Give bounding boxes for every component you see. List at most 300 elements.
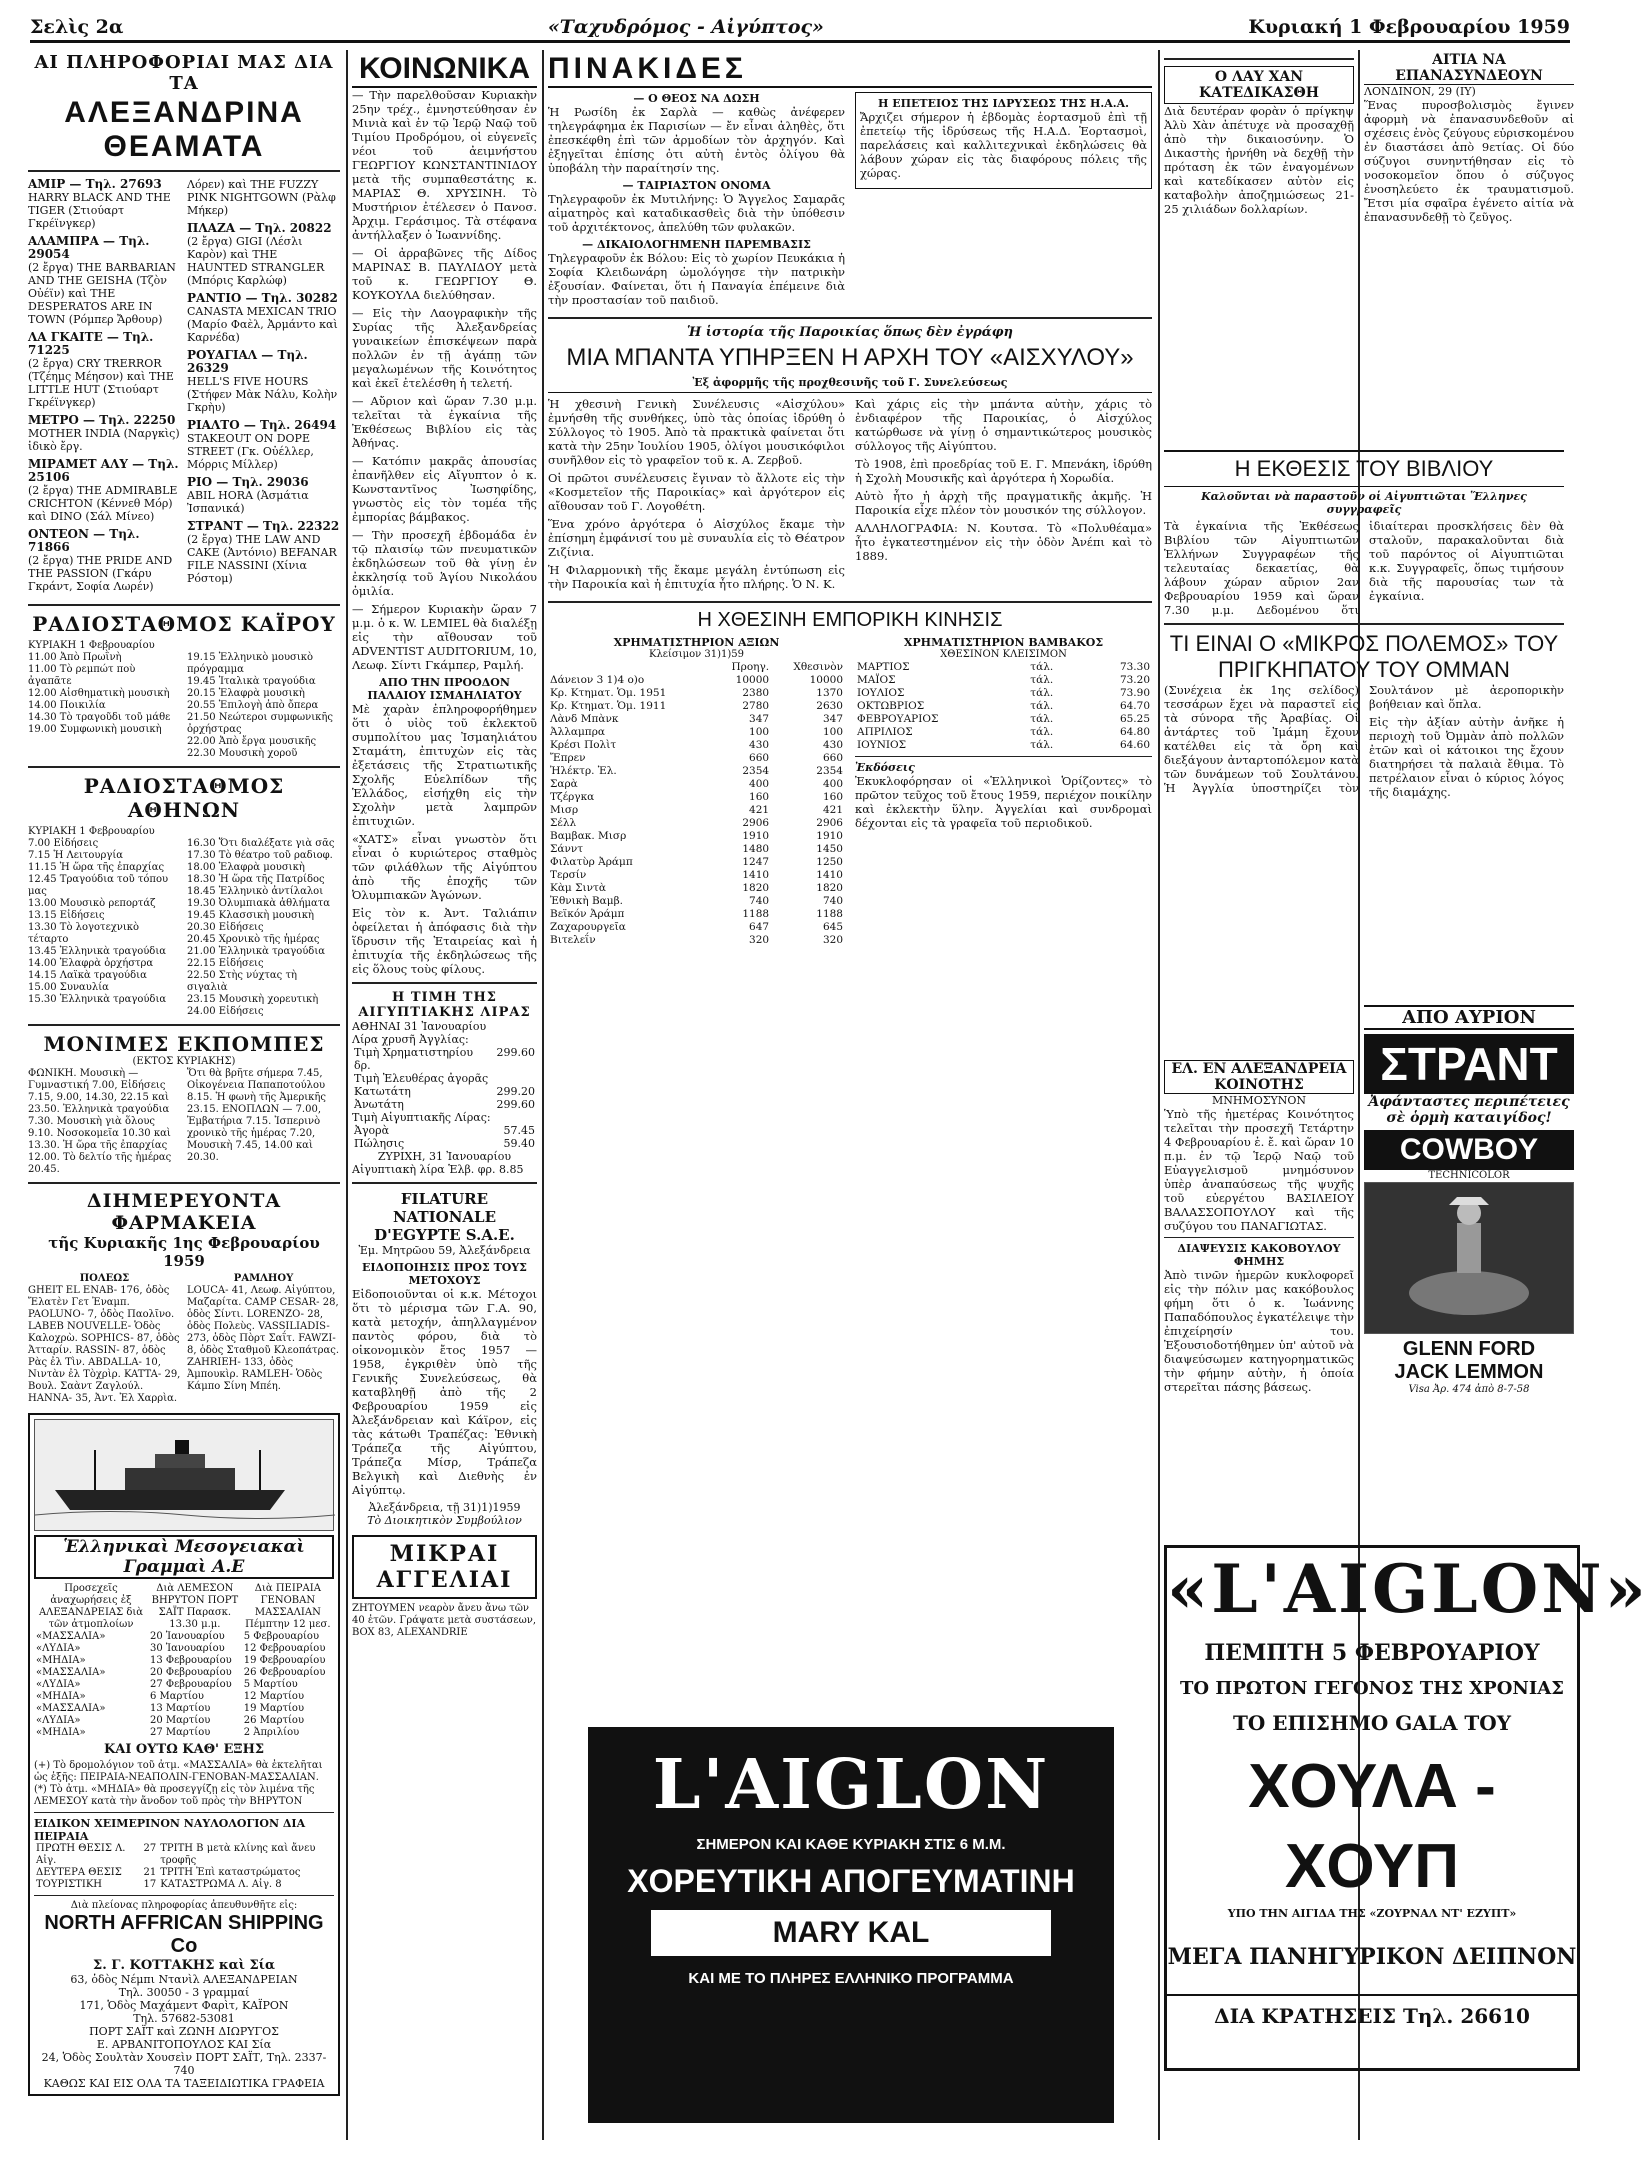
agency-intro: Διὰ πλείονας πληροφορίας ἀπευθυνθῆτε εἰς: [70,1900,298,1911]
history-left [548,397,845,595]
sailing-piraeus-date: 5 Μαρτίου [243,1679,298,1690]
cotton-month: ΜΑΡΤΙΟΣ [857,661,910,673]
sailing-piraeus-date: 5 Φεβρουαρίου [243,1631,320,1642]
community-notices [1164,1060,1354,1398]
fare-note: ΤΡΙΤΗ Ἐπὶ καταστρώματος [160,1867,301,1878]
history-label: Ἡ ἱστορία τῆς Παροικίας ὅπως δὲν ἐγράφη [687,325,1013,340]
cotton-table [855,661,1152,752]
history-paragraph: Ἡ Φιλαρμονικὴ τῆς ἔκαμε μεγάλη ἐντύπωση εἰς τὴν Παροικία καὶ ἡ ἐπιτυχία ἦτο πλήρης. Ὁ Ν. Κ. [548,563,845,591]
radio-program: 22.30 Μουσικὴ χοροῦ [187,748,298,759]
egypt-rate-row [352,1124,537,1137]
radio-program: 18.45 Ἐλληνικὸ ἀντίλαλοι [187,886,324,897]
cinema-listing [28,414,181,453]
stock-row [548,778,845,791]
radio-program: 12.45 Τραγούδια τοῦ τόπου μας [28,874,169,897]
stock-name: Σαρὰ [550,778,578,790]
stock-today: 430 [822,739,843,751]
shipping-ad [28,1413,340,2096]
book-title: Η ΕΚΘΕΣΙΣ ΤΟΥ ΒΙΒΛΙΟΥ [1164,450,1564,487]
oman-title: ΤΙ ΕΙΝΑΙ Ο «ΜΙΚΡΟΣ ΠΟΛΕΜΟΣ» ΤΟΥ ΠΡΙΓΚΗΠΑΤΟΥ ΤΟΥ ΟΜΜΑΝ [1169,631,1559,682]
cotton-row [855,713,1152,726]
social-paragraph: — Εἰς τὴν Λαογραφικὴν τῆς Συρίας τῆς Ἀλεξανδρείας γυναικείων ἐπισκέψεων παρὰ πολλῶν ἐν τῇ ἀγάπῃ τῶν μεγαλωμένων τῆς Κοινότητος καὶ ἐκεῖ ἐτελέσθη ἡ τελετή. [352,306,537,390]
cinema-listing [187,178,340,217]
stock-today: 1370 [816,687,843,699]
agency-line: 63, ὁδὸς Νέμπι Ντανὶλ ΑΛΕΞΑΝΔΡΕΙΑΝ [70,1973,298,1986]
column-social [352,52,537,2142]
pound-rate-place: ΑΘΗΝΑΙ 31 Ἰανουαρίου [352,1020,487,1033]
history-title: ΜΙΑ ΜΠΑΝΤΑ ΥΠΗΡΞΕΝ Η ΑΡΧΗ ΤΟΥ «ΑΙΣΧΥΛΟΥ» [566,344,1134,371]
cotton-row [855,661,1152,674]
cinema-films: (2 ἔργα) THE BARBARIAN AND THE GEISHA (Τζὸν Οὐέϊν) καὶ THE DESPERATOS ARE IN TOWN (Ρόμπερ Ἄρθουρ) [28,261,176,326]
shipping-company-name: Ἑλληνικαὶ Μεσογειακαὶ Γραμμαὶ Α.Ε [34,1535,334,1579]
sailing-ship: «ΜΗΔΙΑ» [36,1655,86,1666]
notice-text: Ἡ Ρωσίδη ἐκ Σαρλὰ — καθὼς ἀνέφερεν τηλεγράφημα ἐκ Παρισίων — ἔν εἶναι ἀληθὲς, ὅτι ἐπεσκέφθη ἐπὶ τῶν ἀρμοδίων τὸν ἀρχηγόν. Καὶ ἐξηγεῖται ἐπίσης ὁτι αὐτὴ ἐντὸς ὀλίγου θὰ ὑποβάλη τὴν παραίτησίν της. [548,105,845,175]
cotton-price: 73.30 [1119,661,1150,673]
stock-prev: 2906 [742,817,770,829]
sailing-schedule-header [34,1583,334,1631]
agency-name: NORTH AFFRICAN SHIPPING Co [44,1912,324,1957]
market-title: Η ΧΘΕΣΙΝΗ ΕΜΠΟΡΙΚΗ ΚΙΝΗΣΙΣ [697,609,1003,631]
strand-logo: ΣΤΡΑΝΤ [1364,1034,1574,1094]
sailing-piraeus-date: 12 Φεβρουαρίου [243,1643,326,1654]
stocks-header-prev: Προηγ. [731,661,770,673]
fare-class: ΤΟΥΡΙΣΤΙΚΗ [36,1879,103,1890]
radio-cairo-title: ΡΑΔΙΟΣΤΑΘΜΟΣ ΚΑΪΡΟΥ [32,612,336,636]
history-subtitle: Ἐξ ἀφορμῆς τῆς προχθεσινῆς τοῦ Γ. Συνελεύσεως [548,376,1152,393]
cinema-listing [187,292,340,344]
sailing-piraeus-date: 26 Μαρτίου [243,1715,305,1726]
cinema-films: (2 ἔργα) THE LAW AND CAKE (Ἀντόνιο) BEFANAR FILE NASSINI (Χίνια Ρόστομ) [187,533,337,585]
rate-value: 299.20 [496,1085,535,1098]
sailing-ship: «ΛΥΔΙΑ» [36,1679,81,1690]
cinema-name: ΜΙΡΑΜΕΤ ΑΛΥ — Τηλ. 25106 [28,457,179,484]
cinema-name: ΡΙΑΛΤΟ — Τηλ. 26494 [187,418,337,432]
radio-program: 11.00 Τὸ ρεμπώτ ποὺ ἀγαπᾶτε [28,664,136,687]
sailing-piraeus-date: 12 Μαρτίου [243,1691,305,1702]
radio-program: 19.15 Ἐλληνικὸ μουσικὸ πρόγραμμα [187,652,314,675]
cotton-section [855,636,1152,947]
stock-today: 2354 [816,765,843,777]
cotton-price: 73.20 [1119,674,1150,686]
radio-program: 22.00 Ἀπὸ ἔργα μουσικῆς [187,736,317,747]
agency-line: ΚΑΘΩΣ ΚΑΙ ΕΙΣ ΟΛΑ ΤΑ ΤΑΞΕΙΔΙΩΤΙΚΑ ΓΡΑΦΕΙΑ [43,2077,325,2090]
agency-line: Ε. ΑΡΒΑΝΙΤΟΠΟΥΛΟΣ ΚΑΙ Σία [96,2038,272,2051]
filature-address: Ἐμ. Μητρῶου 59, Ἀλεξάνδρεια [358,1244,531,1257]
sailing-piraeus-date: 19 Μαρτίου [243,1703,305,1714]
radio-program: 20.55 Ἐπιλογὴ ἀπὸ ὄπερα [187,700,319,711]
divider [34,1895,334,1896]
editions-text: Ἐκυκλοφόρησαν οἱ «Ἑλληνικοὶ Ὁρίζοντες» τὸ πρῶτον τεῦχος τοῦ ἔτους 1959, περιέχον ποικίλην καὶ ἐκλεκτὴν ὕλην. Ἀγγελίαι καὶ συνδρομαὶ δέχονται εἰς τὰ γραφεῖα τοῦ περιοδικοῦ. [855,774,1152,830]
stocks-table [548,661,845,947]
aiglon-gala-name: «L'AIGLON» [1167,1550,1649,1628]
sailing-row [34,1643,334,1655]
rate-label: Τιμὴ Χρηματιστηρίου δρ. [354,1046,474,1072]
aiglon-dance-name: L'AIGLON [652,1745,1050,1825]
fare-price: 17 [143,1879,157,1890]
radio-athens-title: ΡΑΔΙΟΣΤΑΘΜΟΣ ΑΘΗΝΩΝ [83,774,285,822]
filature-name: FILATURE NATIONALE D'EGYPTE S.A.E. [374,1190,515,1244]
winter-fares-title: ΕΙΔΙΚΟΝ ΧΕΙΜΕΡΙΝΟΝ ΝΑΥΛΟΛΟΓΙΟΝ ΔΙΑ ΠΕΙΡΑΙΑ [34,1817,306,1843]
pharmacies-title: ΔΙΗΜΕΡΕΥΟΝΤΑ ΦΑΡΜΑΚΕΙΑ [86,1190,282,1234]
cotton-row [855,674,1152,687]
stock-today: 421 [822,804,843,816]
actor-1: GLENN FORD [1402,1338,1536,1360]
cotton-row [855,700,1152,713]
sailing-limassol-date: 13 Μαρτίου [150,1703,211,1714]
cinema-name: ΣΤΡΑΝΤ — Τηλ. 22322 [187,519,340,533]
cotton-unit: τάλ. [1030,674,1054,686]
stock-prev: 160 [749,791,770,803]
cinema-listing [28,178,181,230]
cinema-name: ΑΜΙΡ — Τηλ. 27693 [28,177,162,191]
radio-athens-schedule [28,838,340,1018]
aiglon-dance-star: MARY KAL [651,1910,1051,1956]
divider [28,766,340,768]
radio-program: 15.30 Ἐλληνικὰ τραγούδια [28,994,167,1005]
cinema-films: Λόρεν) καὶ THE FUZZY PINK NIGHTGOWN (Ρὰλφ Μήκερ) [187,178,336,217]
education-text: Ἄρχιζει σήμερον ἡ ἑβδομὰς ἑορτασμοῦ ἐπὶ τῇ ἐπετείῳ τῆς ἱδρύσεως τῆς Η.Α.Δ. Ἑορτασμοὶ, παρελάσεις καὶ καλλιτεχνικαὶ ἐκδηλώσεις θὰ λάβουν χώραν εἰς τὰς διαφόρους πόλεις τῆς χώρας. [860,110,1147,180]
stock-prev: 1410 [742,869,770,881]
khan-title: Ο ΛΑΥ ΧΑΝ ΚΑΤΕΔΙΚΑΣΘΗ [1164,66,1354,104]
divider [548,317,1152,319]
strand-cowboy-ad [1364,1005,1574,1396]
sched-header-piraeus: Διὰ ΠΕΙΡΑΙΑ ΓΕΝΟΒΑΝ ΜΑΣΣΑΛΙΑΝ Πέμπτην 12 μεσ. [245,1583,331,1630]
pound-rates-gold [352,1046,537,1111]
cinema-listing [28,331,181,409]
radio-program: 18.30 Ἡ ὥρα τῆς Πατρίδος [187,874,325,885]
cinema-name: ΑΛΑΜΠΡΑ — Τηλ. 29054 [28,234,150,261]
cotton-unit: τάλ. [1030,739,1054,751]
sched-note: (+) Τὸ δρομολόγιον τοῦ ἀτμ. «ΜΑΣΣΑΛΙΑ» θὰ ἐκτελῆται ὡς ἑξῆς: ΠΕΙΡΑΙΑ-ΝΕΑΠΟΛΙΝ-ΓΕΝΟΒΑΝ-ΜΑΣΣΑΛΙΑΝ. (*) Τὸ ἀτμ. «ΜΗΔΙΑ» θὰ προσεγγίζῃ εἰς τὸν λιμένα τῆς ΛΕΜΕΣΟΥ κατὰ τὴν ἄνοδον τοῦ πρὸς τὴν ΒΗΡΥΤΟΝ [34,1760,323,1807]
cinema-name: ΟΝΤΕΟΝ — Τηλ. 71866 [28,527,140,554]
book-subtitle: Καλοῦνται νὰ παραστοῦν οἱ Αἰγυπτιῶται Ἕλληνες συγγραφεῖς [1201,490,1527,516]
cotton-row [855,687,1152,700]
cinema-listing [187,520,340,585]
oman-text: (Συνέχεια ἐκ 1ης σελίδος) τεσσάρων ἔχει νὰ παραστεῖ εἰς τὰ σύνορα τῆς Ἀραβίας. Οἱ ἀντάρτες τοῦ Ἰμάμη ἔχουν κατέλθει εἰς τὰ ὄρη καὶ διεξάγουν ἀνταρτοπόλεμον κατὰ τῶν δυνάμεων τοῦ Σουλτάνου. Ἡ Ἀγγλία ὑποστηρίζει τὸν Σουλτάνον μὲ ἀεροπορικὴν βοήθειαν καὶ ὅπλα. [1164,683,1564,795]
stock-row [548,687,845,700]
notices-more [855,92,1152,311]
stock-prev: 2354 [742,765,770,777]
stock-name: Μισρ [550,804,579,816]
khan-text: Διὰ δευτέραν φορὰν ὁ πρίγκηψ Ἀλὺ Χὰν ἀπέτυχε νὰ προσαχθῇ ἀπὸ τὴν δικαιοσύνην. Ὁ Δικαστὴς ἠρνήθη νὰ δεχθῇ τὴν πρόταση ἐκ τῶν ἐναγομένων καὶ κατεδίκασεν αὐτὸν εἰς καταβολὴν ἀποζημιώσεως 21-25 χιλιάδων δολλαρίων. [1164,104,1354,216]
notices-items [548,92,845,311]
emissions-subtitle: (ΕΚΤΟΣ ΚΥΡΙΑΚΗΣ) [132,1056,236,1067]
stock-prev: 10000 [735,674,770,686]
stock-row [548,804,845,817]
stock-row [548,895,845,908]
pharmacies-ramleh-list: LOUCA- 41, Λεωφ. Αἰγύπτου, Μαζαρίτα. CAMP CESAR- 28, ὁδὸς Σίντι. LORENZO- 28, ὁδὸς Πολεὺς. VASSILIADIS- 273, ὁδὸς Πὸρτ Σαΐτ. FAWZI- 8, ὁδὸς Σταθμοῦ Κλεοπάτρας. ZAHRIEH- 133, ὁδὸς Ἀμπουκὶρ. RAMLEH- Ὁδὸς Κάμπο Σίνη Μπέη. [187,1285,339,1392]
sched-header-limassol: Διὰ ΛΕΜΕΣΟΝ ΒΗΡΥΤΟΝ ΠΟΡΤ ΣΑΪΤ Παρασκ. 13.30 μ.μ. [151,1583,239,1630]
divider [34,1812,334,1813]
radio-program: 7.00 Εἰδήσεις [28,838,99,849]
radio-cairo-left [28,652,181,760]
radio-athens-right [187,838,340,1018]
aiglon-gala-reservations: ΔΙΑ ΚΡΑΤΗΣΕΙΣ Τηλ. 26610 [1167,1994,1577,2028]
community-subtitle: ΜΝΗΜΟΣΥΝΟΝ [1211,1094,1307,1107]
stock-name: Ζαχαρουργεῖα [550,921,626,933]
radio-program: 14.00 Ποικιλία [28,700,106,711]
sailing-ship: «ΜΑΣΣΑΛΙΑ» [36,1631,106,1642]
pharmacies-body [28,1273,340,1405]
history-paragraph: Ἡ χθεσινὴ Γενικὴ Συνέλευσις «Αἰσχύλου» ἐμνήσθη τῆς συνθήκες, ὑπὸ τὰς ὁποίας ἱδρύθη ὁ Σύλλογος τὸ 1905. Ἀπὸ τὰ πρακτικὰ φαίνεται ὅτι κατὰ τὴν 25ην Ἰουλίου 1905, ὀλίγοι μουσικόφιλοι συνῆλθον εἰς τὸ γραφεῖον τοῦ κ. Α. Ζερβοῦ. [548,397,845,467]
zurich-rate: Αἰγυπτιακὴ λίρα Ἑλβ. φρ. 8.85 [352,1163,524,1176]
cotton-title: ΧΡΗΜΑΤΙΣΤΗΡΙΟΝ ΒΑΜΒΑΚΟΣ [903,636,1104,649]
stock-today: 1910 [816,830,843,842]
stock-row [548,752,845,765]
stocks-title: ΧΡΗΜΑΤΙΣΤΗΡΙΟΝ ΑΞΙΩΝ [613,636,780,649]
divider [352,982,537,984]
sailing-limassol-date: 6 Μαρτίου [150,1691,204,1702]
stock-row [548,817,845,830]
divider [855,756,1152,757]
sailing-ship: «ΜΑΣΣΑΛΙΑ» [36,1667,106,1678]
radio-program: 23.15 Μουσικὴ χορευτικὴ [187,994,319,1005]
stock-prev: 1480 [742,843,770,855]
notice-title: — ΤΑΙΡΙΑΣΤΟΝ ΟΝΟΜΑ [622,179,771,192]
cotton-month: ΑΠΡΙΛΙΟΣ [857,726,913,738]
sailing-row [34,1631,334,1643]
cinema-name: ΡΙΟ — Τηλ. 29036 [187,475,309,489]
stock-prev: 660 [749,752,770,764]
stock-today: 100 [822,726,843,738]
stock-name: Σάνντ [550,843,584,855]
page-number: Σελὶς 2α [30,16,124,38]
pharmacies-ramleh [187,1273,340,1405]
rate-value: 59.40 [503,1137,535,1150]
history-body [548,397,1152,595]
sailing-limassol-date: 13 Φεβρουαρίου [150,1655,232,1666]
ship-illustration [34,1419,334,1531]
stocks-subtitle: Κλείσιμον 31)1)59 [648,649,745,660]
education-box [855,92,1152,189]
sailing-row [34,1727,334,1739]
stock-today: 2630 [816,700,843,712]
divider [1164,1237,1354,1238]
cotton-row [855,739,1152,752]
social-heading: ΚΟΙΝΩΝΙΚΑ [352,52,537,88]
radio-program: 20.15 Ἐλαφρὰ μουσικὴ [187,688,305,699]
cotton-price: 64.70 [1119,700,1150,712]
sailing-row [34,1715,334,1727]
fare-class: ΔΕΥΤΕΡΑ ΘΕΣΙΣ [36,1867,122,1878]
radio-athens-left [28,838,181,1018]
rate-label: Πώλησις [354,1137,405,1150]
rate-value: 299.60 [496,1046,535,1059]
cowboy-illustration [1364,1182,1574,1334]
stock-name: Κρέσι Πολὶτ [550,739,617,751]
newspaper-name: «Ταχυδρόμος - Αἰγύπτος» [547,16,824,38]
stock-prev: 100 [749,726,770,738]
social-paragraph: — Οἱ ἀρραβῶνες τῆς Δίδος ΜΑΡΙΝΑΣ Β. ΠΑΥΛΙΔΟΥ μετὰ τοῦ κ. ΓΕΩΡΓΙΟΥ Θ. ΚΟΥΚΟΥΛΑ διελύθησαν. [352,246,537,302]
radio-program: 19.45 Ἰταλικὰ τραγούδια [187,676,316,687]
divider [28,604,340,606]
cotton-price: 65.25 [1119,713,1150,725]
actor-2: JACK LEMMON [1394,1361,1544,1383]
history-paragraph: ΑΛΛΗΛΟΓΡΑΦΙΑ: Ν. Κουτσα. Τὸ «Πολυθέαμα» ἦτο ἐγκατεστημένον εἰς τὴν ὁδὸν Ἀνέπι καὶ τὸ 1889. [855,521,1152,563]
cinema-films: STAKEOUT ON DOPE STREET (Γκ. Οὐέλλερ, Μόρρις Μίλλερ) [187,432,314,471]
sailing-ship: «ΛΥΔΙΑ» [36,1715,81,1726]
aiglon-dance-program: ΚΑΙ ΜΕ ΤΟ ΠΛΗΡΕΣ ΕΛΛΗΝΙΚΟ ΠΡΟΓΡΑΜΜΑ [688,1970,1014,1987]
pharmacies-ramleh-heading: ΡΑΜΛΗΟΥ [233,1273,294,1284]
stock-prev: 1188 [742,908,770,920]
pharmacies-city-list: GHEIT EL ENAB- 176, ὁδὸς Ἔλατὲν Γετ Ἐναμπ. PAOLUNO- 7, ὁδὸς Παολῖνο. LABEB NOUVELLE- Ὁδὸς Καλοχρὼ. SOPHICS- 87, ὁδὸς Ἀτταρίν. RASSIN- 87, ὁδὸς Ρὰς ἐλ Τὶν. ABDALLA- 10, Νιντὰν ἐλ Τὸχρὶρ. KATTA- 29, Βουλ. Σαὰντ Ζαγλούλ. HANNA- 35, Ἀντ. Ἐλ Χαρρὶα. [28,1285,181,1404]
radio-program: 22.15 Εἰδήσεις [187,958,264,969]
notices-heading: ΠΙΝΑΚΙΔΕΣ [548,52,1152,88]
agency-line: Τηλ. 30050 - 3 γραμμαί [118,1986,250,1999]
aiglon-gala-line2: ΤΟ ΕΠΙΣΗΜΟ GALA ΤΟΥ [1232,1711,1512,1735]
cotton-month: ΙΟΥΛΙΟΣ [857,687,905,699]
stock-name: Σέλλ [550,817,577,829]
classified-title: ΜΙΚΡΑΙ ΑΓΓΕΛΙΑΙ [352,1535,537,1599]
cinema-films: ABIL HORA (Ἀσμάτια Ἰσπανικά) [187,489,309,515]
cotton-price: 64.60 [1119,739,1150,751]
cinema-films: (2 ἔργα) GIGI (Λέσλι Καρὸν) καὶ THE HAUNTED STRANGLER (Μπόρις Καρλώφ) [187,235,325,287]
fare-note: ΤΡΙΤΗ Β μετὰ κλίνης καὶ ἄνευ τροφῆς [160,1843,316,1866]
masthead [30,14,1570,43]
stock-prev: 2380 [742,687,770,699]
notice-sign: Τὸ Διοικητικὸν Συμβούλιον [367,1514,522,1527]
cotton-month: ΙΟΥΝΙΟΣ [857,739,907,751]
stock-row [548,869,845,882]
stock-today: 347 [822,713,843,725]
divider [28,170,340,172]
radio-program: 12.00 Αἰσθηματικὴ μουσικὴ [28,688,170,699]
stock-name: Κρ. Κτηματ. Ὁμ. 1951 [550,687,667,699]
cinema-listing [187,349,340,414]
stock-name: Βαμβακ. Μισρ [550,830,627,842]
gold-rate-row [352,1098,537,1111]
visa-number: Visa Ἀρ. 474 ἀπὸ 8-7-58 [1408,1384,1530,1395]
stock-today: 10000 [809,674,843,686]
notice-date: Ἀλεξάνδρεια, τῇ 31)1)1959 [368,1501,521,1514]
radio-athens-subtitle: ΚΥΡΙΑΚΗ 1 Φεβρουαρίου [28,826,155,837]
cotton-unit: τάλ. [1030,687,1054,699]
cinema-listing [187,419,340,471]
rate-value [495,1072,538,1085]
radio-program: 14.30 Τὸ τραγοῦδι τοῦ μάθε [28,712,171,723]
stocks-header [548,661,845,674]
history-paragraph: Αὐτὸ ἦτο ἡ ἀρχὴ τῆς πραγματικῆς ἀκμῆς. Ἡ Παροικία εἶχε πλέον τὸν μουσικόν της σύλλογον. [855,489,1152,517]
stock-row [548,713,845,726]
notice-item [548,179,845,234]
radio-program: 19.45 Κλασσικὴ μουσικὴ [187,910,314,921]
notice-title: ΕΙΔΟΠΟΙΗΣΙΣ ΠΡΟΣ ΤΟΥΣ ΜΕΤΟΧΟΥΣ [362,1261,527,1287]
sailing-piraeus-date: 2 Ἀπριλίου [243,1727,300,1738]
stock-prev: 2780 [742,700,770,712]
stock-today: 740 [822,895,843,907]
cinema-listings [28,178,340,598]
stock-row [548,934,845,947]
radio-program: 21.50 Νεώτεροι συμφωνικῆς ὀρχήστρας [187,712,334,735]
pound-rate-title: Η ΤΙΜΗ ΤΗΣ ΑΙΓΥΠΤΙΑΚΗΣ ΛΙΡΑΣ [358,990,531,1020]
stock-prev: 320 [749,934,770,946]
cinema-films: MOTHER INDIA (Ναργκὶς) ἰδικὸ ἔργ. [28,427,180,453]
aiglon-dance-schedule: ΣΗΜΕΡΟΝ ΚΑΙ ΚΑΘΕ ΚΥΡΙΑΚΗ ΣΤΙΣ 6 Μ.Μ. [696,1836,1006,1853]
ship-icon [35,1420,335,1528]
cotton-unit: τάλ. [1030,700,1054,712]
cotton-month: ΦΕΒΡΟΥΑΡΙΟΣ [857,713,939,725]
fare-price: 21 [143,1867,157,1878]
stock-row [548,726,845,739]
sailing-piraeus-date: 19 Φεβρουαρίου [243,1655,326,1666]
cinema-films: HARRY BLACK AND THE TIGER (Στιούαρτ Γκρέϊνγκερ) [28,191,171,230]
radio-program: 19.30 Ὀλυμπιακὰ ἀθλήματα [187,898,330,909]
cotton-unit: τάλ. [1030,713,1054,725]
zurich-place: ΖΥΡΙΧΗ, 31 Ἰανουαρίου [377,1150,512,1163]
cinema-films: (2 ἔργα) THE ADMIRABLE CRICHTON (Κέννεθ Μόρ) καὶ DINO (Σάλ Μίνεο) [28,484,178,523]
agency-subname: Σ. Γ. ΚΟΤΤΑΚΗΣ καὶ Σία [93,1958,275,1973]
cotton-subtitle: ΧΘΕΣΙΝΟΝ ΚΛΕΙΣΙΜΟΝ [940,649,1067,660]
aiglon-gala-dinner: ΜΕΓΑ ΠΑΝΗΓΥΡΙΚΟΝ ΔΕΙΠΝΟΝ [1167,1944,1577,1970]
rate-value: 57.45 [503,1124,535,1137]
notice-item [548,92,845,175]
pound-rate-sub: Λίρα χρυσῆ Ἀγγλίας: [352,1033,469,1046]
cinema-list-left [28,178,181,598]
aiglon-gala-show: ΧΟΥΛΑ - ΧΟΥΠ [1248,1752,1496,1901]
gold-rate-row [352,1046,537,1072]
book-text: Τὰ ἐγκαίνια τῆς Ἐκθέσεως Βιβλίου τῶν Αἰγυπτιωτῶν Ἑλλήνων Συγγραφέων τῆς τελευταίας δεκαετίας, θὰ λάβουν χώραν αὔριον 2αν Φεβρουαρίου 1959 καὶ ὥραν 7.30 μ.μ. Δεδομένου ὅτι ἰδιαίτεραι προσκλήσεις δὲν θὰ σταλοῦν, παρακαλοῦνται διὰ τοῦ παρόντος οἱ Αἰγυπτιῶται κ.κ. Συγγραφεῖς, ὅπως τιμήσουν διὰ τῆς παρουσίας των τὰ ἐγκαίνια. [1164,519,1564,617]
cinema-films: CANASTA MEXICAN TRIO (Μαρίο Φαὲλ, Ἀρμάντο καὶ Καρνέδα) [187,305,338,344]
sailing-row [34,1691,334,1703]
divider [352,1182,537,1184]
radio-program: 13.00 Μουσικὸ ρεπορτάζ [28,898,156,909]
sailing-row [34,1667,334,1679]
stock-today: 1250 [816,856,843,868]
radio-program: 20.30 Εἰδήσεις [187,922,264,933]
cotton-month: ΟΚΤΩΒΡΙΟΣ [857,700,925,712]
radio-program: 21.00 Ἑλληνικὰ τραγούδια [187,946,326,957]
agency-line: 171, Ὁδὸς Μαχάμεντ Φαρὶτ, ΚΑΪΡΟΝ [79,1999,289,2012]
pound-rates-egypt [352,1124,537,1150]
pharmacies-subtitle: τῆς Κυριακῆς 1ης Φεβρουαρίου 1959 [48,1234,320,1270]
cotton-unit: τάλ. [1030,726,1054,738]
cinema-listing [28,528,181,593]
stock-name: Τερσίν [550,869,587,881]
cinema-listing [28,458,181,523]
aiglon-dance-headline: ΧΟΡΕΥΤΙΚΗ ΑΠΟΓΕΥΜΑΤΙΝΗ [627,1863,1075,1899]
stock-name: Λὰνδ Μπὰνκ [550,713,619,725]
stock-today: 1450 [816,843,843,855]
stock-row [548,674,845,687]
radio-cairo-right [187,652,340,760]
reunion-text: Ἕνας πυροσβολισμὸς ἔγινεν ἀφορμὴ νὰ ἐπανασυνδεθοῦν αἱ σχέσεις ἑνὸς ζεύγους εὐρισκομένου ἐν διαστάσει ἀπὸ 9ετίας. Οἱ δύο σύζυγοι συνηντήθησαν εἰς τὸ νοσοκομεῖον ὅπου ὁ σύζυγος ἐνοσηλεύετο ἐκ τραυματισμοῦ. Ἔτσι μία σφαῖρα ἐγένετο αἰτία νὰ ἐπανασυνδεθῇ τὸ ζεῦγος. [1364,98,1574,224]
divider [1164,58,1354,60]
history-paragraph: Καὶ χάρις εἰς τὴν μπάντα αὐτὴν, χάρις τὸ ἐνδιαφέρον τῆς Παροικίας, ὁ Αἰσχύλος κατώρθωσε νὰ γίνῃ ὁ σημαντικώτερος μουσικὸς σύλλογος τῆς Αἰγύπτου. [855,397,1152,453]
classified-text: ΖΗΤΟΥΜΕΝ νεαρὸν ἄνευ ἄνω τῶν 40 ἐτῶν. Γράψατε μετὰ συστάσεων, BOX 83, ALEXANDRIE [352,1603,537,1638]
rate-label: Ἀνωτάτη [354,1098,404,1111]
cotton-month: ΜΑΪΟΣ [857,674,896,686]
stock-prev: 647 [749,921,770,933]
social-paragraphs-2 [352,702,537,976]
fare-row [34,1843,334,1867]
gold-rate-row [352,1072,537,1085]
social-paragraphs [352,88,537,672]
cinema-name: ΜΕΤΡΟ — Τηλ. 22250 [28,413,176,427]
aiglon-dance-ad [588,1727,1114,2123]
stock-today: 645 [822,921,843,933]
stock-name: Βεϊκόν Ἀράμπ [550,908,625,920]
cowboy-rider-icon [1365,1183,1573,1331]
stock-row [548,843,845,856]
reunion-title: ΑΙΤΙΑ ΝΑ ΕΠΑΝΑΣΥΝΔΕΟΥΝ [1364,52,1574,85]
radio-program: 14.15 Λαϊκὰ τραγούδια [28,970,147,981]
agency-line: 24, Ὁδὸς Σουλτὰν Χουσεὶν ΠΟΡΤ ΣΑΪΤ, Τηλ. 2337-740 [41,2051,327,2077]
divider [28,1024,340,1026]
stock-prev: 430 [749,739,770,751]
cinema-films: (2 ἔργα) THE PRIDE AND THE PASSION (Γκάρυ Γκράντ, Σοφία Λωρέν) [28,554,173,593]
sailing-ship: «ΜΗΔΙΑ» [36,1691,86,1702]
social-paragraph: Εἰς τὸν κ. Ἀντ. Ταλιάπιν ὀφείλεται ἡ ἀπόφασις διὰ τὴν ἵδρυσιν τῆς Ἑταιρείας καὶ ἡ ἐπιτυχία τῆς ἐκδηλώσεως τῆς εἰς ὅλους τοὺς φίλους. [352,906,537,976]
